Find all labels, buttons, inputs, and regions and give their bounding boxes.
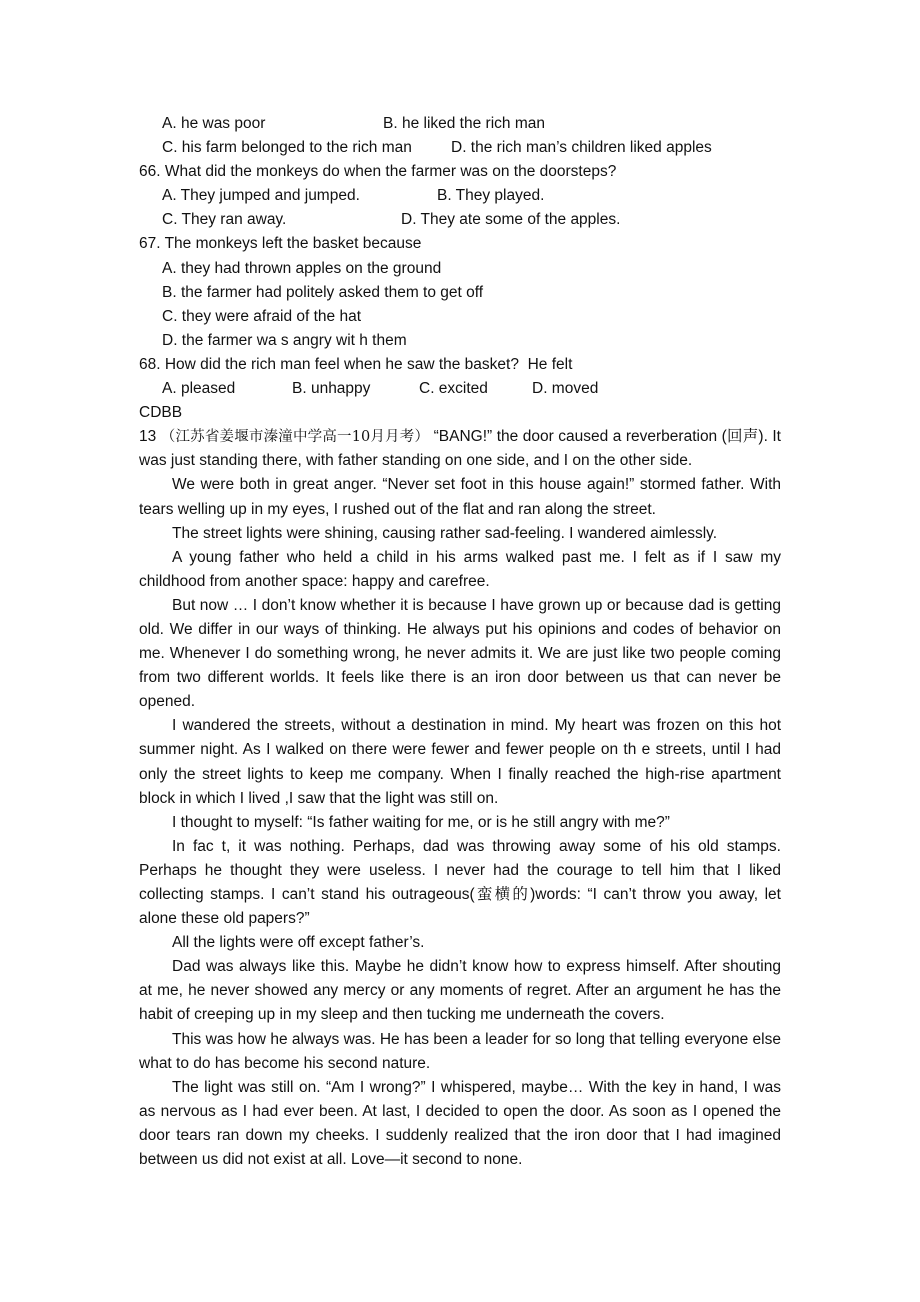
option-c: C. his farm belonged to the rich man xyxy=(162,139,412,157)
question-67-stem: 67. The monkeys left the basket because xyxy=(139,235,422,253)
passage-paragraph-3: The street lights were shining, causing rather sad-feeling. I wandered aimlessly. xyxy=(172,524,718,542)
passage-paragraph-1: “BANG!” the door caused a reverberation (回声). It was just standing there, with father standing on one side, and I on the other side. xyxy=(139,428,781,470)
question-66-options-row-1 xyxy=(139,184,781,208)
question-68-stem: 68. How did the rich man feel when he saw the basket? He felt xyxy=(139,355,573,373)
question-68-options-row xyxy=(139,377,781,401)
question-65-options-row-2 xyxy=(139,136,781,160)
passage-paragraph-5: But now … I don’t know whether it is because I have grown up or because dad is getting old. We differ in our ways of thinking. He always put his opinions and codes of behavior on me. Whenever I do something wrong, he never admits it. We are just like two people coming from two different worlds. It feels like there is an iron door between us that can never be opened. xyxy=(139,596,781,711)
document-body xyxy=(139,112,781,1172)
option-c: C. They ran away. xyxy=(162,211,287,229)
passage-source: （江苏省姜堰市溱潼中学高一10月月考） xyxy=(160,429,430,446)
option-a: A. They jumped and jumped. xyxy=(162,187,360,205)
option-c: C. they were afraid of the hat xyxy=(162,307,362,325)
option-c: C. excited xyxy=(419,380,488,398)
passage-paragraph-7: I thought to myself: “Is father waiting for me, or is he still angry with me?” xyxy=(172,813,670,831)
passage-paragraph-9: All the lights were off except father’s. xyxy=(172,934,425,952)
option-b: B. They played. xyxy=(437,187,545,205)
question-66-stem: 66. What did the monkeys do when the farmer was on the doorsteps? xyxy=(139,163,617,181)
option-b: B. he liked the rich man xyxy=(383,115,545,132)
option-d: D. the farmer wa s angry wit h them xyxy=(162,331,407,349)
passage-paragraph-11: This was how he always was. He has been a leader for so long that telling everyone else what to do has become his second nature. xyxy=(139,1030,781,1072)
option-b: B. unhappy xyxy=(292,380,371,398)
passage-paragraph-8: In fac t, it was nothing. Perhaps, dad was throwing away some of his old stamps. Perhaps he thought they were useless. I never had the courage to tell him that I liked collecting stamps. I can’t stand his outrageous(蛮横的)words: “I can’t throw you away, let alone these old papers?” xyxy=(139,837,781,928)
option-d: D. They ate some of the apples. xyxy=(401,211,621,229)
question-66-options-row-2 xyxy=(139,208,781,232)
question-65-options-row-1 xyxy=(139,112,781,136)
passage-paragraph-2: We were both in great anger. “Never set foot in this house again!” stormed father. With tears welling up in my eyes, I rushed out of the flat and ran along the street. xyxy=(139,476,781,518)
answer-key: CDBB xyxy=(139,404,183,422)
passage-paragraph-6: I wandered the streets, without a destination in mind. My heart was frozen on this hot summer night. As I walked on there were fewer and fewer people on th e streets, until I had only the street lights to keep me company. When I finally reached the high-rise apartment block in which I lived ,I saw that the light was still on. xyxy=(139,717,781,807)
option-a: A. he was poor xyxy=(162,115,266,132)
option-a: A. pleased xyxy=(162,380,236,398)
option-a: A. they had thrown apples on the ground xyxy=(162,259,442,277)
option-d: D. moved xyxy=(532,380,599,398)
passage-paragraph-10: Dad was always like this. Maybe he didn’t know how to express himself. After shouting at me, he never showed any mercy or any moments of regret. After an argument he has the habit of creeping up in my sleep and then tucking me underneath the covers. xyxy=(139,958,781,1024)
option-b: B. the farmer had politely asked them to get off xyxy=(162,283,484,301)
passage-number: 13 xyxy=(139,428,157,446)
option-d: D. the rich man’s children liked apples xyxy=(451,139,712,157)
passage-paragraph-4: A young father who held a child in his arms walked past me. I felt as if I saw my childhood from another space: happy and carefree. xyxy=(139,548,781,590)
passage-paragraph-12: The light was still on. “Am I wrong?” I whispered, maybe… With the key in hand, I was as nervous as I had ever been. At last, I decided to open the door. As soon as I opened the door tears ran down my cheeks. I suddenly realized that the iron door that I had imagined between us did not exist at all. Love—it second to none. xyxy=(139,1078,781,1169)
passage-intro-paragraph xyxy=(139,425,781,473)
